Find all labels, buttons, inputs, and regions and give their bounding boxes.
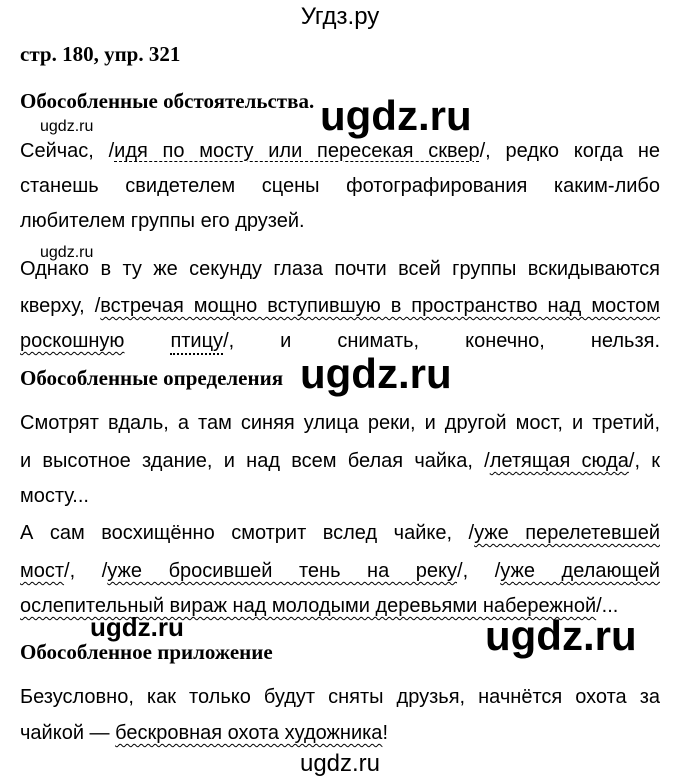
text-line: мосту...	[20, 485, 89, 507]
underlined-phrase: уже перелетевшей	[474, 522, 660, 544]
watermark: ugdz.ru	[485, 612, 637, 659]
site-footer[interactable]: ugdz.ru	[299, 750, 381, 777]
text-line: и высотное здание, и над всем белая чайка, /летящая сюда/, к	[20, 450, 661, 472]
underlined-phrase: бескровная охота художника	[115, 722, 383, 744]
text-line: чайкой — бескровная охота художника!	[20, 722, 388, 744]
text-line: роскошную птицу/, и снимать, конечно, нельзя.	[20, 330, 660, 353]
text-line: Сейчас, /идя по мосту или пересекая сквер/, редко когда не	[20, 140, 660, 162]
text-line: станешь свидетелем сцены фотографирования каким-либо	[20, 175, 660, 197]
watermark: ugdz.ru	[300, 350, 452, 397]
underlined-phrase: мост	[20, 560, 65, 582]
watermark: ugdz.ru	[40, 244, 94, 261]
text-line: Однако в ту же секунду глаза почти всей группы вскидываются	[20, 258, 660, 280]
section-title-apposition: Обособленное приложение	[20, 640, 273, 664]
text-line: мост/, /уже бросившей тень на реку/, /уже делающей	[20, 560, 660, 582]
section-title-definitions: Обособленные определения	[20, 366, 284, 390]
page-reference: стр. 180, упр. 321	[20, 42, 181, 66]
text-line: А сам восхищённо смотрит вслед чайке, /уже перелетевшей	[20, 522, 660, 544]
text-line: любителем группы его друзей.	[20, 210, 305, 232]
underlined-phrase: ослепительный вираж над молодыми деревьями набережной	[20, 595, 597, 617]
watermark: ugdz.ru	[90, 612, 184, 642]
underlined-phrase: уже делающей	[500, 560, 660, 582]
underlined-phrase: уже бросившей тень на реку	[107, 560, 458, 582]
text-line: ослепительный вираж над молодыми деревьями набережной/...	[20, 595, 619, 617]
underlined-phrase: встречая мощно вступившую в пространство над мостом	[100, 295, 661, 317]
underlined-phrase: идя по мосту или пересекая сквер	[114, 140, 480, 162]
section-title-circumstances: Обособленные обстоятельства.	[20, 89, 315, 113]
watermark: ugdz.ru	[320, 92, 472, 139]
watermark: ugdz.ru	[40, 118, 94, 135]
underlined-phrase: птицу	[170, 330, 223, 355]
text-line: Безусловно, как только будут сняты друзья, начнётся охота за	[20, 686, 660, 708]
underlined-phrase: роскошную	[20, 330, 125, 352]
text-line: кверху, /встречая мощно вступившую в пространство над мостом	[20, 295, 661, 317]
site-header[interactable]: Угдз.ру	[300, 3, 380, 30]
underlined-phrase: летящая сюда	[489, 450, 629, 472]
text-line: Смотрят вдаль, а там синяя улица реки, и другой мост, и третий,	[20, 412, 660, 434]
